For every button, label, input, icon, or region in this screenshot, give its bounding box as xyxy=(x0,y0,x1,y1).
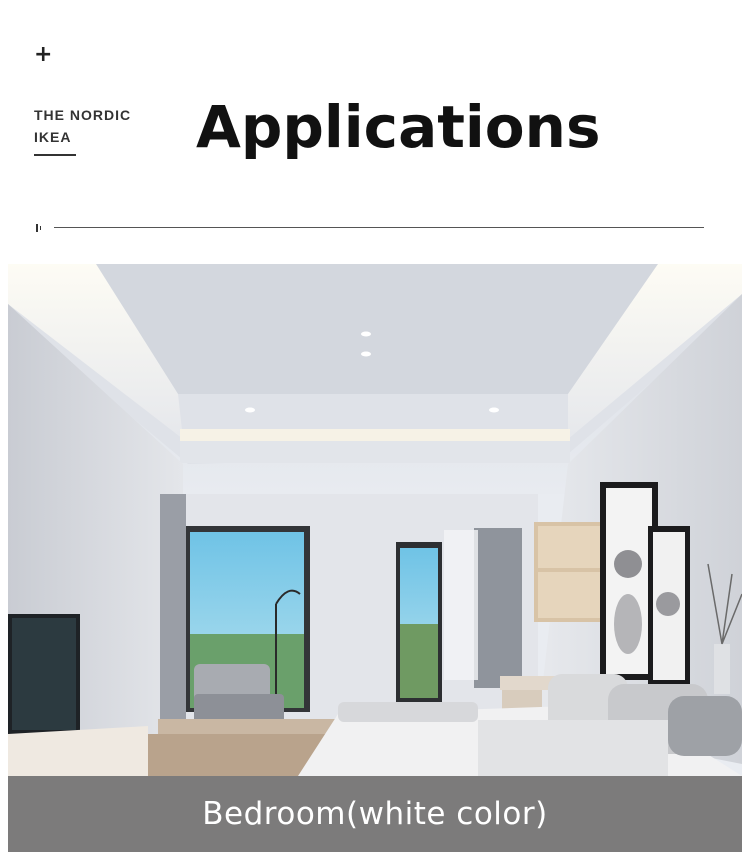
caption-text: Bedroom(white color) xyxy=(202,796,548,832)
brand-block xyxy=(34,104,134,156)
brand-line-2: IKEA xyxy=(34,129,72,145)
plus-icon: + xyxy=(34,42,53,67)
bedroom-photo xyxy=(8,264,742,776)
caption-bar xyxy=(8,776,742,852)
brand-underline xyxy=(34,154,76,156)
divider-line xyxy=(54,227,704,228)
brand-line-1: THE NORDIC xyxy=(34,107,132,123)
rule-marker-icon xyxy=(36,224,44,232)
page-title: Applications xyxy=(196,93,601,161)
